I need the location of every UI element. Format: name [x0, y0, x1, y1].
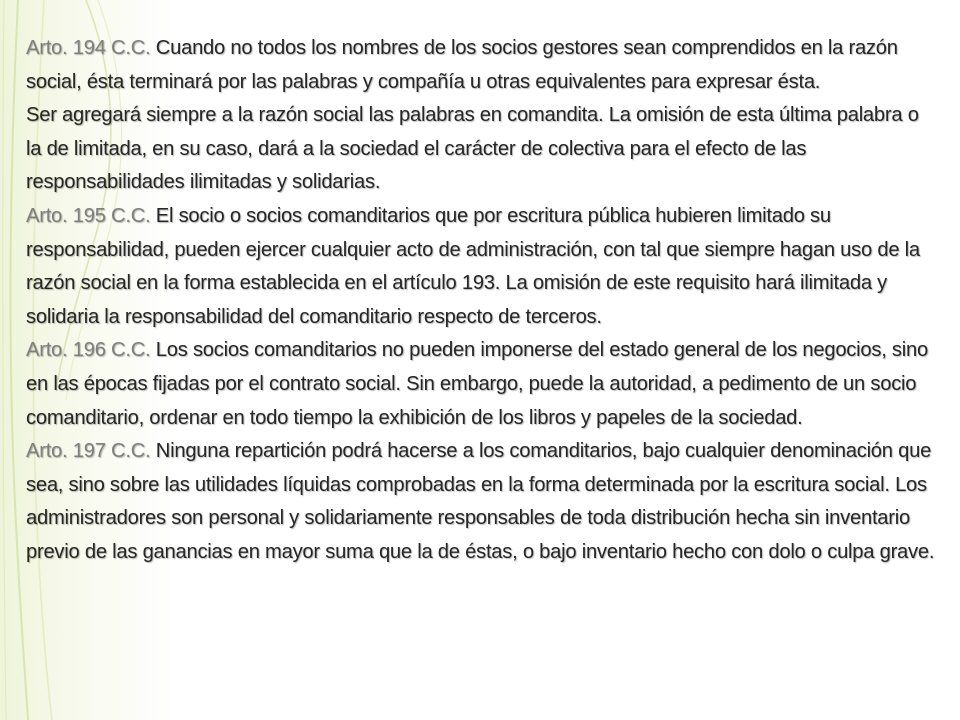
article-ref: Arto. 196 C.C. — [26, 339, 151, 362]
article-body: Cuando no todos los nombres de los socios gestores sean comprendidos en la razón social, ésta terminará por las palabras y compañía u otras equivalentes para expresar ésta. — [26, 37, 898, 93]
article-ref: Arto. 195 C.C. — [26, 204, 151, 227]
article-ref: Arto. 194 C.C. — [26, 37, 151, 59]
article-body: El socio o socios comanditarios que por escritura pública hubieren limitado su responsabilidad, pueden ejercer cualquier acto de administración, con tal que siempre hagan uso de la razón social en la forma establecida en el artículo 193. La omisión de este requisito hará ilimitada y solidaria la responsabilidad del comanditario respecto de terceros. — [26, 204, 920, 328]
article-196 — [26, 334, 938, 435]
article-197 — [26, 435, 938, 569]
article-text-block — [26, 32, 938, 570]
article-body: Ninguna repartición podrá hacerse a los comanditarios, bajo cualquier denominación que sea, sino sobre las utilidades líquidas comprobadas en la forma determinada por la escritura social. Los administradores son personal y solidariamente responsables de toda distribución hecha sin inventario previo de las ganancias en mayor suma que la de éstas, o bajo inventario hecho con dolo o culpa grave. — [26, 440, 935, 563]
article-195 — [26, 200, 938, 334]
article-194 — [26, 32, 938, 99]
article-194-continuation — [26, 99, 938, 200]
article-body: Ser agregará siempre a la razón social las palabras en comandita. La omisión de esta última palabra o la de limitada, en su caso, dará a la sociedad el carácter de colectiva para el efecto de las responsabilidades ilimitadas y solidarias. — [26, 104, 919, 194]
article-ref: Arto. 197 C.C. — [26, 440, 151, 463]
article-body: Los socios comanditarios no pueden imponerse del estado general de los negocios, sino en las épocas fijadas por el contrato social. Sin embargo, puede la autoridad, a pedimento de un socio comanditario, ordenar en todo tiempo la exhibición de los libros y papeles de la sociedad. — [26, 339, 928, 429]
